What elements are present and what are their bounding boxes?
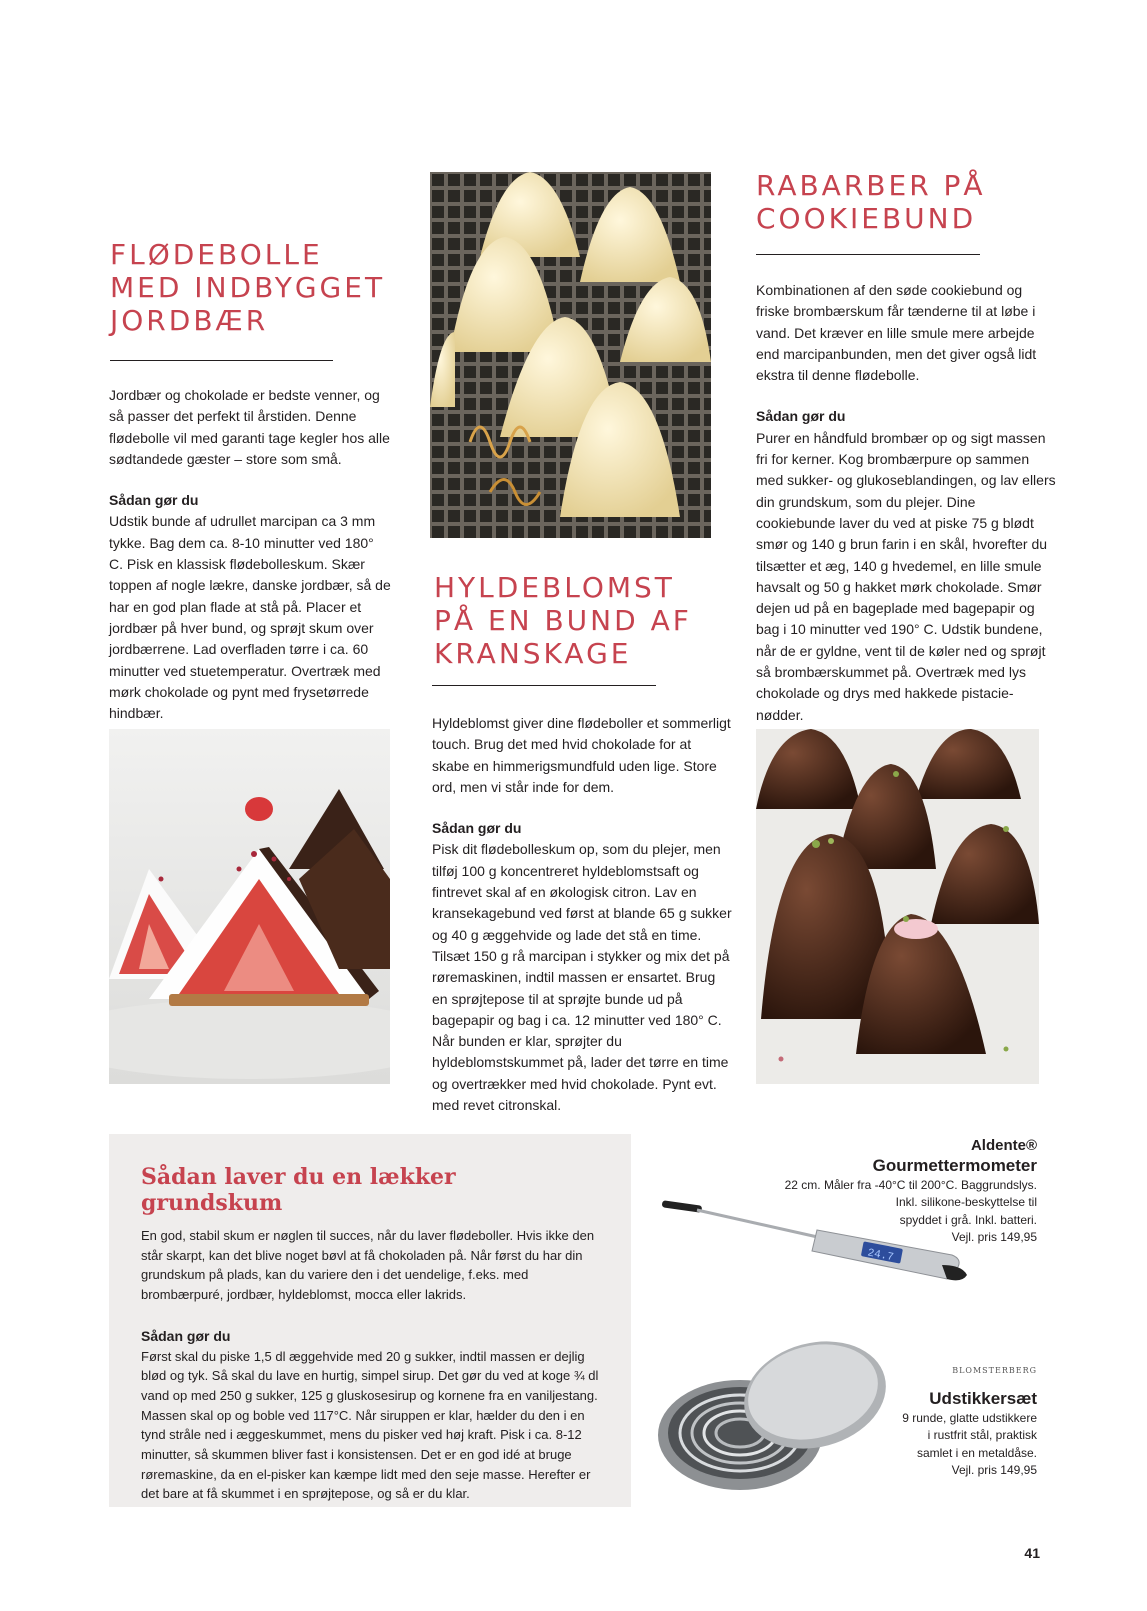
recipe1-howto: Udstik bunde af udrullet marcipan ca 3 mm tykke. Bag dem ca. 8-10 minutter ved 180° C. Pisk en klassisk flødebolleskum. Skær toppen af nogle lækre, danske jordbær, så de har en god plan flade at stå på. Placer et jordbær på hver bund, og sprøjt skum over jordbærrene. Lad overfladen tørre i ca. 60 minutter ved stuetemperatur. Overtræk med mørk chokolade og pynt med frysetørrede hindbær. — [109, 513, 391, 722]
blomsterberg-logo: BLOMSTERBERG — [952, 1366, 1037, 1375]
cutter-set-image — [655, 1335, 895, 1500]
thermometer-name: Gourmettermometer — [872, 1155, 1037, 1175]
grundskum-intro: En god, stabil skum er nøglen til succes, når du laver flødeboller. Hvis ikke den står skarpt, kan det blive noget bøvl at få chokoladen på. Når først du har din grundskum på plads, kan du variere den i det uendelige, f.eks. med brombærpuré, jordbær, hyldeblomst, mocca eller lakrids. — [141, 1228, 595, 1303]
recipe2-title-line: KRANSKAGE — [434, 637, 632, 670]
thermometer-image — [662, 1195, 972, 1305]
recipe1-title-line: MED INDBYGGET — [110, 271, 386, 304]
cutter-desc-line: i rustfrit stål, praktisk — [927, 1428, 1037, 1442]
recipe3-howto-label: Sådan gør du — [756, 408, 846, 425]
grundskum-howto-label: Sådan gør du — [141, 1327, 231, 1344]
recipe1-rule — [110, 360, 333, 361]
recipe1-intro: Jordbær og chokolade er bedste venner, og så passer det perfekt til årstiden. Denne flødebolle vil med garanti tage kegler hos alle sødtandede gæster – store som små. — [109, 387, 390, 467]
cutter-desc-line: samlet i en metaldåse. — [916, 1445, 1037, 1460]
grundskum-box-content — [141, 1164, 601, 1504]
dark-chocolate-flodebolle-photo — [756, 729, 1039, 1084]
recipe3-rule — [756, 254, 980, 255]
strawberry-flodebolle-photo — [109, 729, 390, 1084]
thermometer-desc-line: Inkl. silikone-beskyttelse til — [895, 1195, 1037, 1209]
recipe2-intro: Hyldeblomst giver dine flødeboller et sommerligt touch. Brug det med hvid chokolade for at skabe en himmerigsmundfuld uden lige. Store ord, men vi står inde for dem. — [432, 715, 731, 795]
recipe3-howto: Purer en håndfuld brombær op og sigt massen fri for kerner. Kog brombærpure op sammen med sukker- og glukoseblandingen, og lav ellers din grundskum, som du plejer. Dine cookiebunde laver du ved at piske 75 g blødt smør og 140 g brun farin i en skål, hvorefter du tilsætter et æg, 140 g hvedemel, en lille smule havsalt og 50 g hakket mørk chokolade. Smør dejen ud på en bageplade med bagepapir og bag i 10 minutter ved 190° C. Udstik bundene, når de er gyldne, vent til de køler ned og sprøjt så brombærskummet på. Overtræk med lys chokolade og drys med hakkede pistacie-nødder. — [756, 429, 1056, 723]
recipe3-title — [756, 169, 1056, 235]
recipe2-title — [434, 571, 724, 670]
thermometer-price: Vejl. pris 149,95 — [951, 1230, 1037, 1244]
recipe2-title-line: HYLDEBLOMST — [434, 571, 675, 604]
recipe1-text — [109, 385, 391, 724]
recipe2-text — [432, 713, 732, 1116]
grundskum-howto: Først skal du piske 1,5 dl æggehvide med 20 g sukker, indtil massen er dejlig blød og tyk. Så skal du lave en hurtig, simpel sirup. Det gør du ved at koge ¾ dl vand op med 250 g sukker, 125 g gluskosesirup og kornene fra en vaniljestang. Massen skal op og boble ved 117°C. Når siruppen er klar, hælder du den i en tynd stråle ned i æggeskummet, mens du pisker ved høj kraft. Pisk i ca. 8-12 minutter, så skummen bliver fast i konsistensen. Det er en god idé at bruge røremaskine, da en el-pisker kan kæmpe lidt med den seje masse. Herefter er det bare at få skummet i en sprøjtepose, og så er du klar. — [141, 1348, 599, 1502]
page-number: 41 — [1024, 1545, 1040, 1561]
recipe2-rule — [432, 685, 656, 686]
thermometer-display: 24.7 — [866, 1247, 895, 1265]
recipe1-howto-label: Sådan gør du — [109, 492, 199, 509]
cutter-name: Udstikkersæt — [929, 1388, 1037, 1408]
recipe1-title — [110, 238, 410, 337]
recipe2-title-line: PÅ EN BUND AF — [434, 604, 692, 637]
product-cutter-info — [860, 1362, 1037, 1480]
thermometer-desc-line: spyddet i grå. Inkl. batteri. — [899, 1212, 1037, 1227]
white-chocolate-flodebolle-photo — [430, 172, 711, 538]
recipe3-intro: Kombinationen af den søde cookiebund og friske brombærskum får tænderne til at løbe i vand. Det kræver en lille smule mere arbejde end marcipanbunden, men det giver også lidt ekstra til denne flødebolle. — [756, 282, 1037, 384]
thermometer-desc-line: 22 cm. Måler fra -40°C til 200°C. Baggrundslys. — [784, 1177, 1037, 1192]
recipe2-howto-label: Sådan gør du — [432, 820, 522, 837]
cutter-price: Vejl. pris 149,95 — [951, 1463, 1037, 1477]
grundskum-box — [109, 1134, 631, 1507]
recipe1-title-line: FLØDEBOLLE — [110, 238, 323, 271]
thermometer-brand: Aldente® — [970, 1137, 1037, 1154]
recipe2-howto: Pisk dit flødebolleskum op, som du plejer, men tilføj 100 g koncentreret hyldeblomstsaft og fintrevet skal af en økologisk citron. Lav en kransekagebund ved først at blande 65 g sukker og 40 g æggehvide og lade det stå en time. Tilsæt 150 g rå marcipan i stykker og mix det på røremaskinen, indtil massen er ensartet. Brug en sprøjtepose til at sprøjte bunde ud på bagepapir og bag i ca. 12 minutter ved 180° C. Når bunden er klar, sprøjter du hyldeblomstskummet på, lader det tørre en time og overtrækker med hvid chokolade. Pynt evt. med revet citronskal. — [432, 841, 732, 1114]
recipe3-text — [756, 280, 1056, 726]
cutter-desc-line: 9 runde, glatte udstikkere — [902, 1410, 1037, 1425]
grundskum-title: Sådan laver du en lækker grundskum — [141, 1164, 456, 1216]
recipe3-title-line: COOKIEBUND — [756, 202, 977, 235]
recipe3-title-line: RABARBER PÅ — [756, 169, 986, 202]
recipe1-title-line: JORDBÆR — [110, 304, 269, 337]
